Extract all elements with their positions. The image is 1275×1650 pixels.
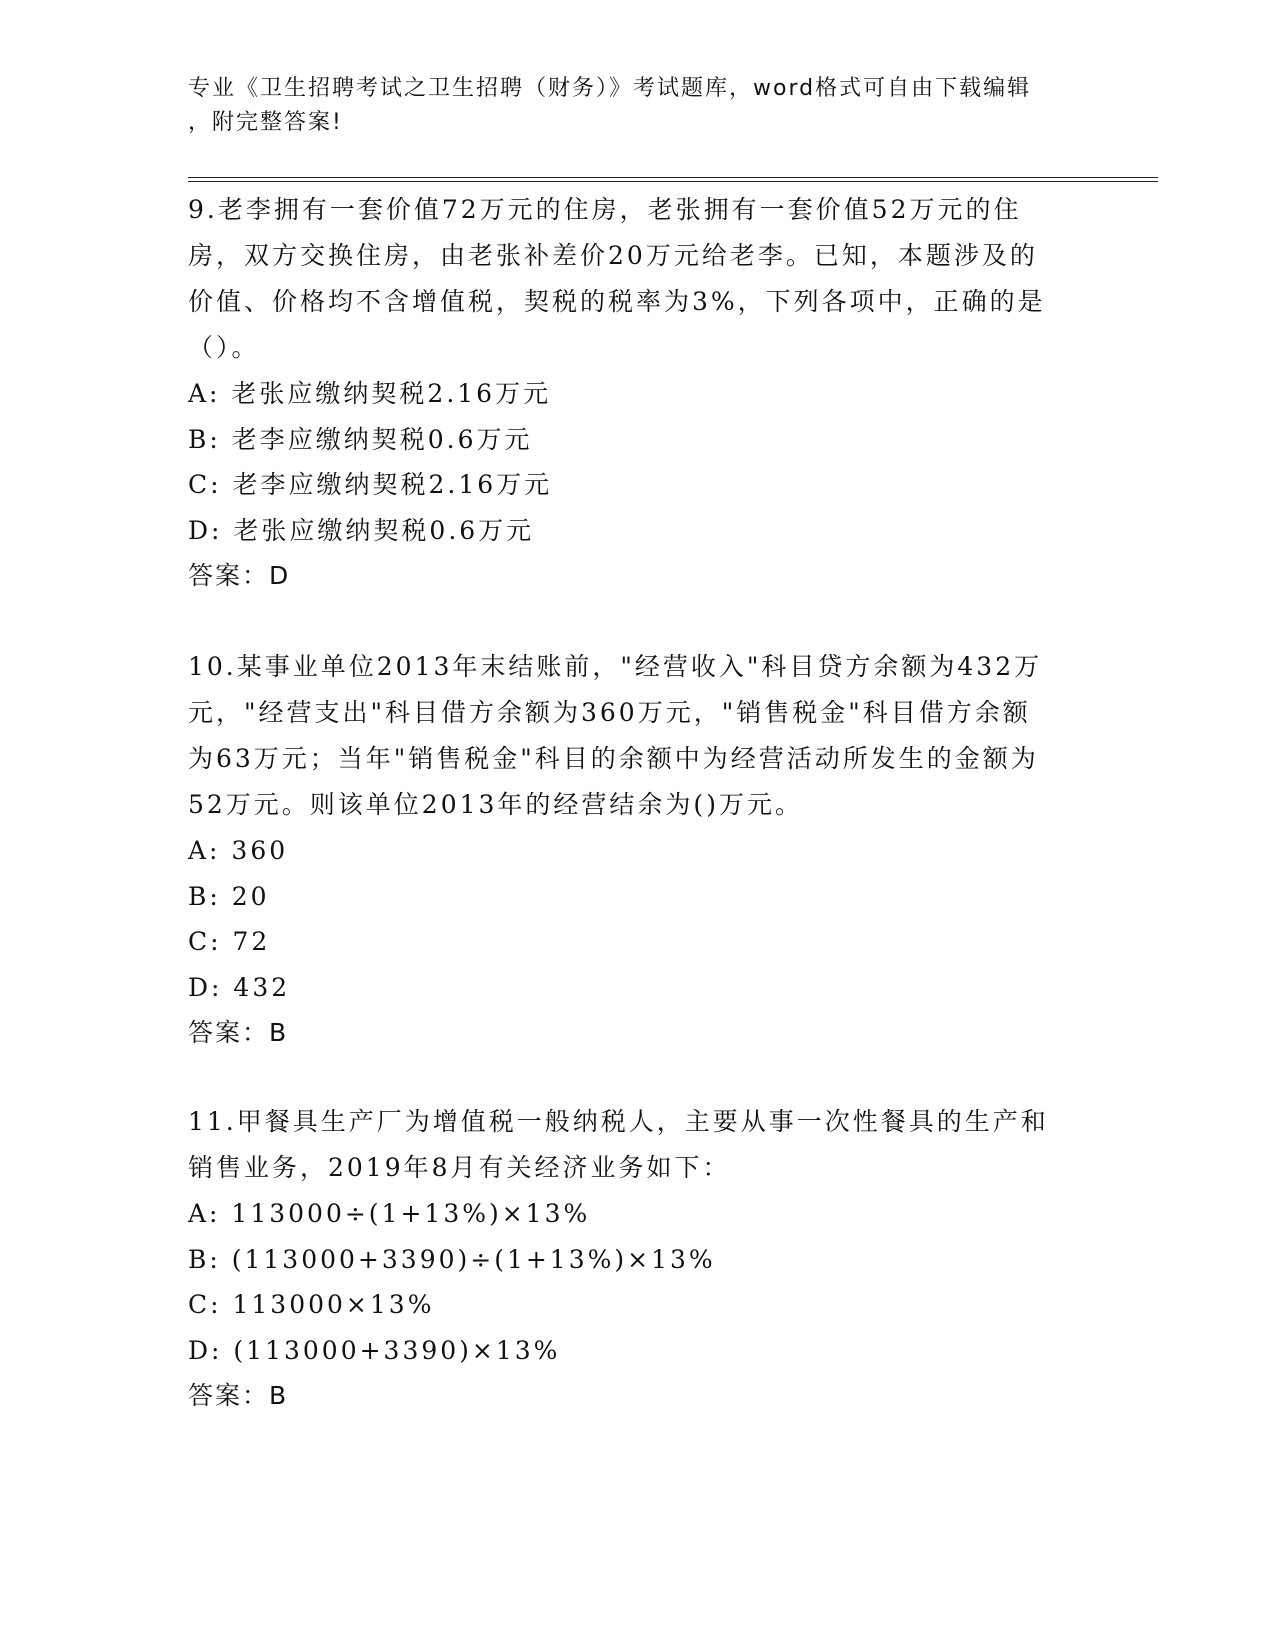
answer-line: 答案：B [188,1018,289,1047]
option-a: A: 老张应缴纳契税2.16万元 [188,379,552,408]
question-9 [188,187,1088,599]
stem-line: 10.某事业单位2013年末结账前，"经营收入"科目贷方余额为432万 [188,652,1043,681]
option-c: C: 老李应缴纳契税2.16万元 [188,470,553,499]
option-d: D: (113000+3390)×13% [188,1335,561,1365]
stem-line: 房，双方交换住房，由老张补差价20万元给老李。已知，本题涉及的 [188,241,1038,270]
stem-line: 销售业务，2019年8月有关经济业务如下： [188,1153,731,1182]
stem-line: 价值、价格均不含增值税，契税的税率为3%，下列各项中，正确的是 [188,287,1046,316]
option-a: A: 360 [188,836,289,865]
option-a: A: 113000÷(1+13%)×13% [188,1199,591,1228]
option-c: C: 72 [188,927,271,956]
answer-line: 答案：D [188,561,291,590]
stem-line: 为63万元；当年"销售税金"科目的余额中为经营活动所发生的金额为 [188,744,1039,773]
stem-line: （）。 [188,333,260,362]
option-d: D: 432 [188,972,291,1002]
question-10 [188,644,1088,1056]
option-b: B: (113000+3390)÷(1+13%)×13% [188,1244,716,1274]
option-b: B: 20 [188,881,270,911]
header-line-1: 专业《卫生招聘考试之卫生招聘（财务）》考试题库，word格式可自由下载编辑 [188,76,1032,101]
stem-line: 元，"经营支出"科目借方余额为360万元，"销售税金"科目借方余额 [188,698,1031,727]
option-c: C: 113000×13% [188,1290,435,1319]
stem-line: 11.甲餐具生产厂为增值税一般纳税人，主要从事一次性餐具的生产和 [188,1107,1049,1136]
stem-line: 52万元。则该单位2013年的经营结余为()万元。 [188,790,803,819]
option-d: D: 老张应缴纳契税0.6万元 [188,515,535,545]
document-header [188,72,1088,140]
question-stem [188,644,1088,828]
stem-line: 9.老李拥有一套价值72万元的住房，老张拥有一套价值52万元的住 [188,195,1022,224]
question-11 [188,1099,1088,1419]
question-stem [188,1099,1088,1191]
header-line-2: ，附完整答案! [188,110,343,135]
question-stem [188,187,1088,371]
option-b: B: 老李应缴纳契税0.6万元 [188,424,533,454]
header-divider [188,177,1158,182]
answer-line: 答案：B [188,1381,289,1410]
